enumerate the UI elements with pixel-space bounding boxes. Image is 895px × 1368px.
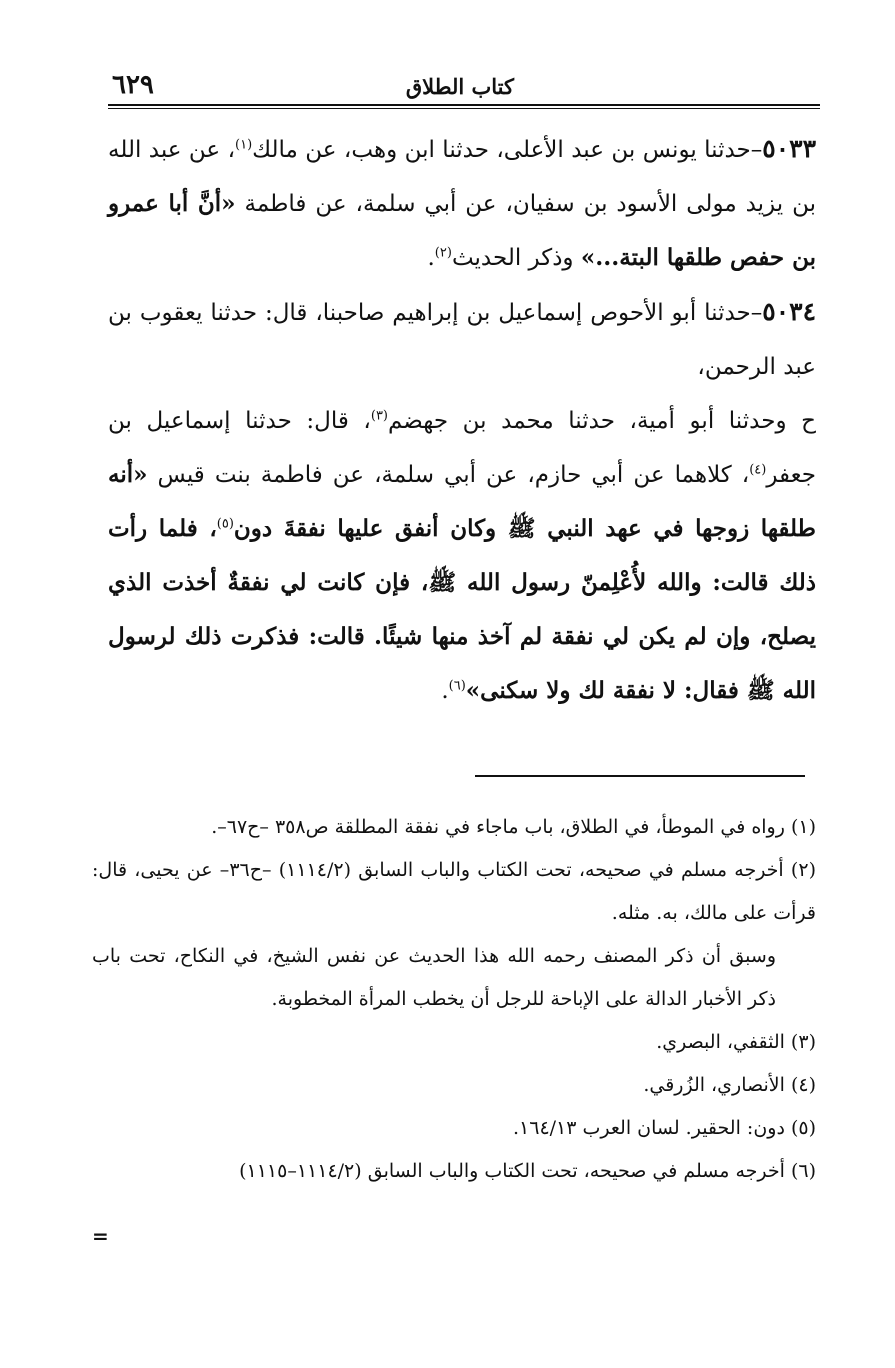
footnote-ref: (٣) bbox=[370, 408, 388, 424]
isnad-text: وذكر الحديث bbox=[451, 245, 581, 271]
footnote-3: (٣) الثقفي، البصري. bbox=[656, 1031, 816, 1053]
page-number: ٦٢٩ bbox=[112, 70, 154, 100]
footnotes bbox=[92, 806, 816, 1193]
chapter-title: كتاب الطلاق bbox=[405, 74, 514, 99]
footnote-1: (١) رواه في الموطأ، في الطلاق، باب ماجاء في نفقة المطلقة ص٣٥٨ –ح٦٧–. bbox=[211, 816, 816, 838]
header-rule bbox=[108, 104, 820, 109]
isnad-text: ، كلاهما عن أبي حازم، عن أبي سلمة، عن فاطمة بنت قيس bbox=[147, 462, 750, 488]
hadith-number: ٥٠٣٣ bbox=[762, 134, 816, 163]
footnote-ref: (٢) bbox=[434, 245, 452, 261]
footnote-2: (٢) أخرجه مسلم في صحيحه، تحت الكتاب والباب السابق (١١١٤/٢) –ح٣٦– عن يحيى، قال: قرأت على مالك، به. مثله. bbox=[92, 859, 816, 924]
footnote-2-continued: وسبق أن ذكر المصنف رحمه الله هذا الحديث عن نفس الشيخ، في النكاح، تحت باب ذكر الأخبار الدالة على الإباحة للرجل أن يخطب المرأة المخطوبة. bbox=[92, 945, 776, 1010]
footnote-ref: (١) bbox=[235, 137, 253, 153]
isnad-text: ، عن عبد الله بن يزيد مولى الأسود بن سفيان، عن أبي سلمة، عن فاطمة bbox=[108, 137, 816, 217]
main-text bbox=[108, 122, 816, 718]
footnote-6: (٦) أخرجه مسلم في صحيحه، تحت الكتاب والباب السابق (١١١٤/٢–١١١٥) bbox=[239, 1160, 816, 1182]
punctuation: . bbox=[427, 245, 435, 271]
isnad-text: –حدثنا يونس بن عبد الأعلى، حدثنا ابن وهب، عن مالك bbox=[252, 137, 763, 163]
continuation-mark: = bbox=[92, 1224, 109, 1248]
isnad-text: –حدثنا أبو الأحوص إسماعيل بن إبراهيم صاحبنا، قال: حدثنا يعقوب بن عبد الرحمن، bbox=[108, 300, 816, 380]
isnad-text: ، قال: حدثنا إسماعيل بن جعفر bbox=[108, 408, 816, 488]
footnote-rule bbox=[475, 775, 805, 777]
isnad-text: ح وحدثنا أبو أمية، حدثنا محمد بن جهضم bbox=[388, 408, 816, 434]
hadith-5034 bbox=[108, 285, 816, 394]
hadith-matn: ، فلما رأت ذلك قالت: والله لأُعْلِمنّ رسول الله ﷺ، فإن كانت لي نفقةٌ أخذت الذي يصلح، وإن لم يكن لي نفقة لم آخذ منها شيئًا. قالت: فذكرت ذلك لرسول الله ﷺ فقال: لا نفقة لك ولا سكنى» bbox=[108, 515, 816, 704]
hadith-5033 bbox=[108, 122, 816, 285]
punctuation: . bbox=[441, 678, 449, 704]
footnote-ref: (٤) bbox=[749, 462, 767, 478]
footnote-4: (٤) الأنصاري، الزُرقي. bbox=[643, 1074, 816, 1096]
hadith-matn: «أنَّ أبا عمرو بن حفص طلقها البتة...» bbox=[108, 190, 816, 271]
footnote-5: (٥) دون: الحقير. لسان العرب ١٦٤/١٣. bbox=[512, 1117, 816, 1139]
footnote-ref: (٦) bbox=[448, 678, 466, 694]
hadith-matn: «أنه طلقها زوجها في عهد النبي ﷺ وكان أنفق عليها نفقةَ دون bbox=[108, 461, 816, 542]
running-header bbox=[108, 72, 820, 102]
hadith-5034-cont bbox=[108, 394, 816, 718]
footnote-ref: (٥) bbox=[216, 516, 234, 532]
hadith-number: ٥٠٣٤ bbox=[762, 297, 816, 326]
